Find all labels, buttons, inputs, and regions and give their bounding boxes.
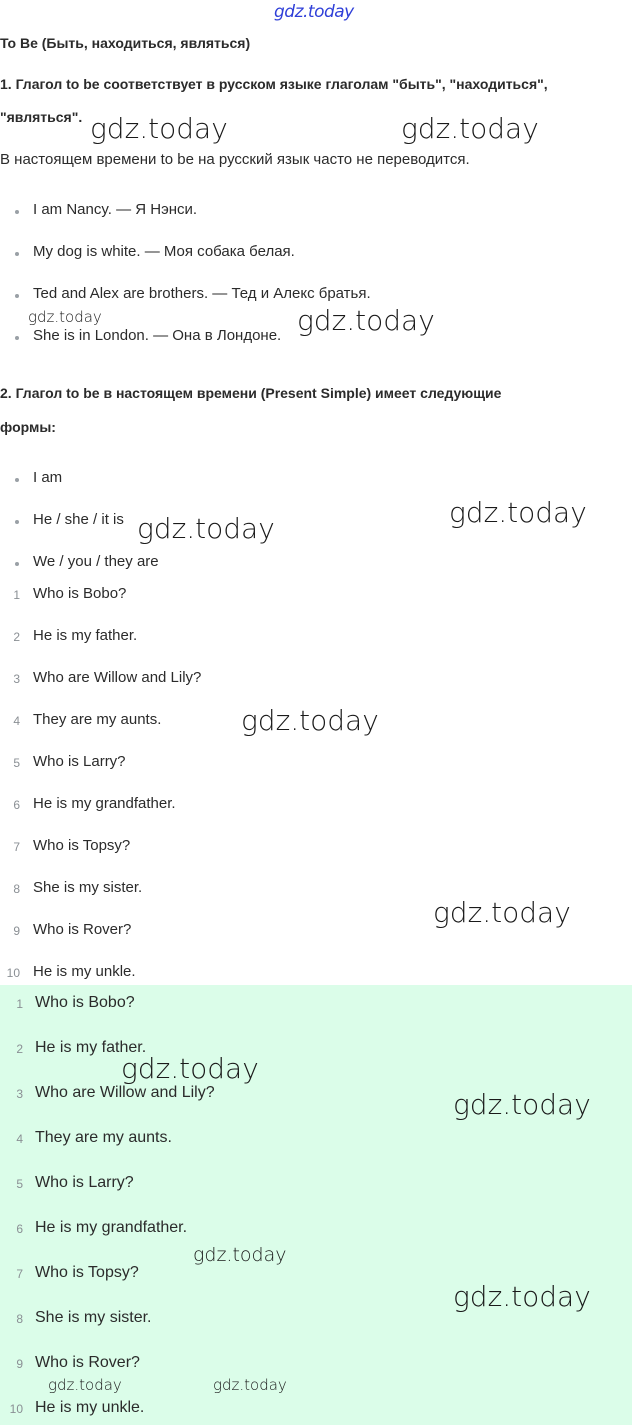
- answer-text: He is my unkle.: [33, 963, 136, 980]
- item-number: 8: [13, 882, 20, 896]
- answer-text: Who is Topsy?: [33, 837, 131, 854]
- page-title: To Be (Быть, находиться, являться): [0, 35, 251, 51]
- watermark: gdz.today: [28, 308, 102, 326]
- item-number: 10: [9, 1402, 23, 1416]
- watermark: gdz.today: [433, 896, 571, 929]
- answer-text: Who is Rover?: [35, 1354, 140, 1371]
- bullet-icon: [15, 336, 19, 340]
- section2-heading: 2. Глагол to be в настоящем времени (Present Simple) имеет следующие: [0, 385, 502, 401]
- item-number: 8: [16, 1312, 23, 1326]
- answer-text: He is my grandfather.: [35, 1219, 188, 1236]
- item-number: 6: [13, 798, 20, 812]
- section1-heading-cont: "являться".: [0, 109, 83, 125]
- item-number: 4: [13, 714, 20, 728]
- item-number: 5: [16, 1177, 23, 1191]
- answer-text: Who is Larry?: [35, 1174, 134, 1191]
- watermark: gdz.today: [241, 704, 379, 737]
- watermark: gdz.today: [297, 304, 435, 337]
- answer-text: Who is Bobo?: [33, 585, 127, 602]
- site-logo[interactable]: gdz.today: [274, 2, 354, 22]
- example-text: My dog is white. — Моя собака белая.: [33, 243, 295, 260]
- example-text: I am Nancy. — Я Нэнси.: [33, 201, 198, 218]
- item-number: 1: [13, 588, 20, 602]
- example-text: She is in London. — Она в Лондоне.: [33, 327, 282, 344]
- item-number: 5: [13, 756, 20, 770]
- item-number: 4: [16, 1132, 23, 1146]
- form-text: We / you / they are: [33, 553, 159, 570]
- bullet-icon: [15, 520, 19, 524]
- watermark: gdz.today: [449, 496, 587, 529]
- form-text: I am: [33, 469, 63, 486]
- bullet-icon: [15, 294, 19, 298]
- answer-text: He is my unkle.: [35, 1399, 145, 1416]
- answer-text: He is my father.: [33, 627, 138, 644]
- bullet-icon: [15, 252, 19, 256]
- watermark: gdz.today: [90, 112, 228, 145]
- answer-text: Who is Rover?: [33, 921, 132, 938]
- section1-heading: 1. Глагол to be соответствует в русском языке глаголам "быть", "находиться",: [0, 76, 548, 92]
- bullet-icon: [15, 478, 19, 482]
- item-number: 7: [13, 840, 20, 854]
- answer-text: They are my aunts.: [33, 711, 162, 728]
- item-number: 7: [16, 1267, 23, 1281]
- answer-text: Who is Bobo?: [35, 994, 135, 1011]
- answer-text: Who is Topsy?: [35, 1264, 139, 1281]
- answer-text: She is my sister.: [35, 1309, 152, 1326]
- item-number: 2: [16, 1042, 23, 1056]
- answer-text: Who is Larry?: [33, 753, 126, 770]
- item-number: 1: [16, 997, 23, 1011]
- answer-text: He is my grandfather.: [33, 795, 176, 812]
- item-number: 2: [13, 630, 20, 644]
- answer-text: He is my father.: [35, 1039, 147, 1056]
- answer-text: They are my aunts.: [35, 1129, 172, 1146]
- item-number: 9: [13, 924, 20, 938]
- watermark: gdz.today: [453, 1088, 591, 1121]
- item-number: 3: [16, 1087, 23, 1101]
- watermark: gdz.today: [401, 112, 539, 145]
- bullet-icon: [15, 562, 19, 566]
- bullet-icon: [15, 210, 19, 214]
- section1-note: В настоящем времени to be на русский язык часто не переводится.: [0, 151, 470, 168]
- answer-text: Who are Willow and Lily?: [35, 1084, 215, 1101]
- answer-text: She is my sister.: [33, 879, 143, 896]
- form-text: He / she / it is: [33, 511, 124, 528]
- section2-heading-cont: формы:: [0, 419, 56, 435]
- item-number: 9: [16, 1357, 23, 1371]
- watermark: gdz.today: [193, 1244, 287, 1266]
- watermark: gdz.today: [121, 1052, 259, 1085]
- example-text: Ted and Alex are brothers. — Тед и Алекс братья.: [33, 285, 371, 302]
- watermark: gdz.today: [453, 1280, 591, 1313]
- watermark: gdz.today: [48, 1376, 122, 1394]
- watermark: gdz.today: [213, 1376, 287, 1394]
- item-number: 3: [13, 672, 20, 686]
- item-number: 6: [16, 1222, 23, 1236]
- answer-text: Who are Willow and Lily?: [33, 669, 202, 686]
- watermark: gdz.today: [137, 512, 275, 545]
- item-number: 10: [6, 966, 20, 980]
